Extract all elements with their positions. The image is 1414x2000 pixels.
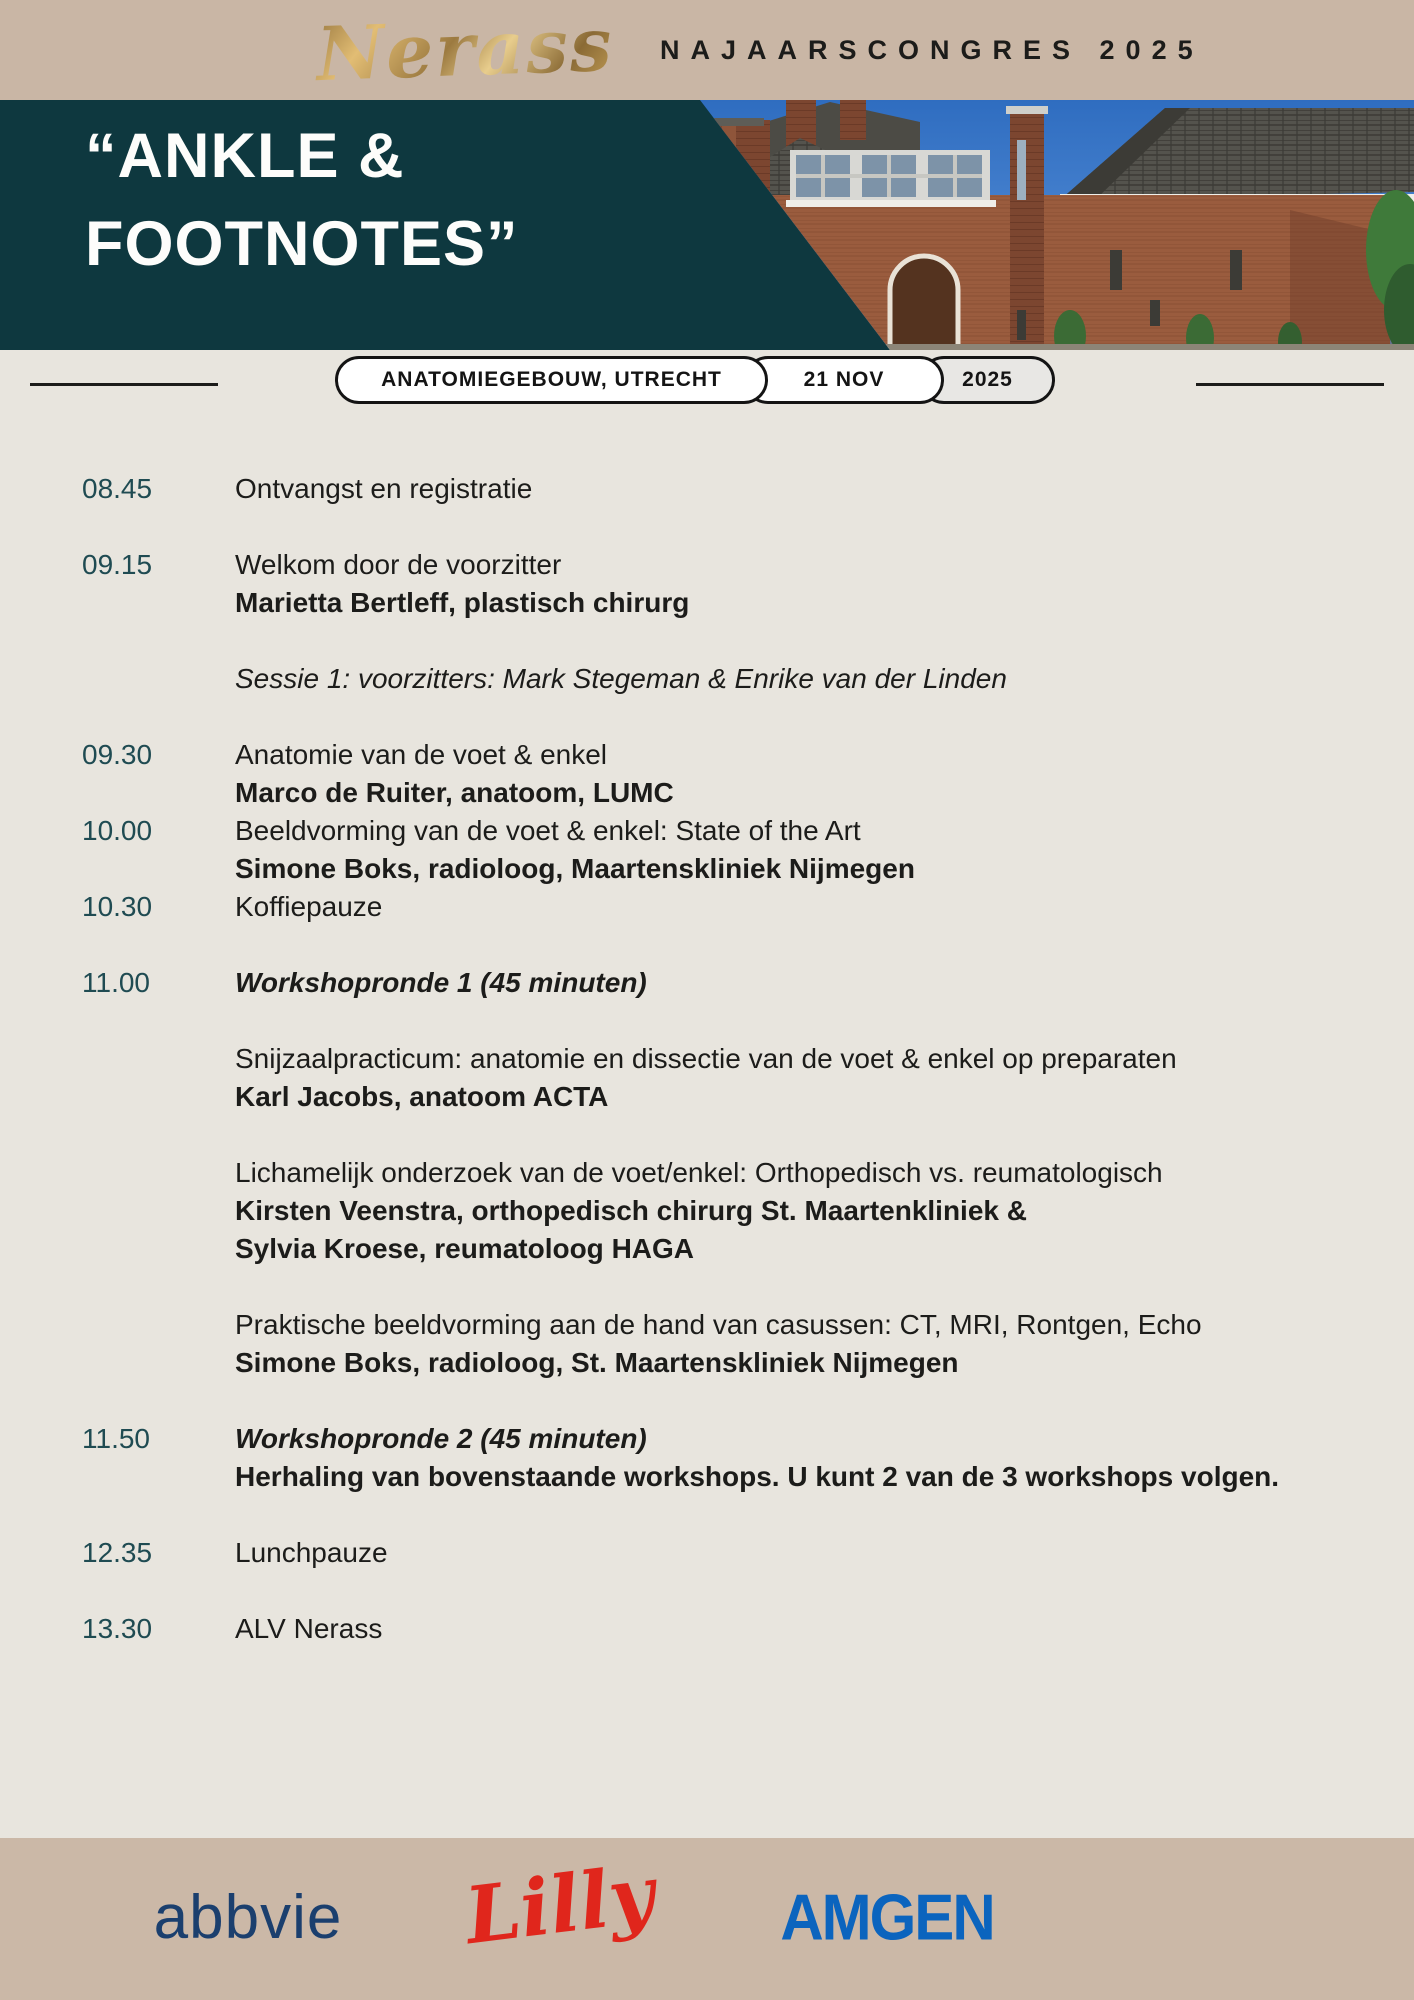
schedule-item: ALV Nerass <box>235 1613 383 1644</box>
schedule-time: 11.50 <box>82 1423 150 1454</box>
schedule-block <box>82 1040 1362 1116</box>
schedule-block <box>82 660 1362 698</box>
date-badge: 21 NOV <box>744 356 944 404</box>
schedule-speaker: Simone Boks, radioloog, Maartenskliniek Nijmegen <box>235 853 915 884</box>
schedule-block <box>82 736 1362 812</box>
schedule-time <box>82 1040 235 1116</box>
schedule <box>82 470 1362 1648</box>
schedule-item: Anatomie van de voet & enkel <box>235 739 608 770</box>
schedule-item: Koffiepauze <box>235 891 383 922</box>
event-title-line2: FOOTNOTES” <box>85 209 519 279</box>
schedule-time <box>82 1154 235 1268</box>
schedule-time: 10.00 <box>82 815 153 846</box>
schedule-block <box>82 812 1362 888</box>
schedule-item: Lunchpauze <box>235 1537 388 1568</box>
schedule-time: 12.35 <box>82 1537 153 1568</box>
schedule-item: Ontvangst en registratie <box>235 473 533 504</box>
abbvie-logo: abbvie <box>153 1883 343 1952</box>
schedule-time: 09.15 <box>82 549 153 580</box>
left-divider-line <box>30 383 218 386</box>
workshop-speaker: Sylvia Kroese, reumatoloog HAGA <box>235 1233 695 1264</box>
schedule-block <box>82 1534 1362 1572</box>
nerass-logo: Nerass <box>308 0 621 103</box>
schedule-block <box>82 546 1362 622</box>
schedule-item: Beeldvorming van de voet & enkel: State of the Art <box>235 815 861 846</box>
workshop-item: Snijzaalpracticum: anatomie en dissectie van de voet & enkel op preparaten <box>235 1043 1177 1074</box>
schedule-block <box>82 888 1362 926</box>
congress-title: NAJAARSCONGRES 2025 <box>660 35 1204 65</box>
lilly-logo: Lilly <box>460 1848 660 1963</box>
workshop-item: Lichamelijk onderzoek van de voet/enkel: Orthopedisch vs. reumatologisch <box>235 1157 1163 1188</box>
schedule-block <box>82 1306 1362 1382</box>
workshop-speaker: Kirsten Veenstra, orthopedisch chirurg St. Maartenkliniek & <box>235 1195 1027 1226</box>
year-badge: 2025 <box>920 356 1055 404</box>
workshop-round-title: Workshopronde 2 (45 minuten) <box>235 1423 647 1454</box>
sponsor-footer <box>0 1838 1414 2000</box>
schedule-time: 13.30 <box>82 1613 153 1644</box>
location-badge: ANATOMIEGEBOUW, UTRECHT <box>335 356 768 404</box>
schedule-block <box>82 470 1362 508</box>
schedule-time: 09.30 <box>82 739 153 770</box>
schedule-block <box>82 1610 1362 1648</box>
event-title-line1: “ANKLE & <box>85 121 405 191</box>
amgen-logo: AMGEN <box>780 1881 994 1954</box>
workshop-note: Herhaling van bovenstaande workshops. U kunt 2 van de 3 workshops volgen. <box>235 1461 1280 1492</box>
schedule-time: 08.45 <box>82 473 153 504</box>
workshop-item: Praktische beeldvorming aan de hand van casussen: CT, MRI, Rontgen, Echo <box>235 1309 1202 1340</box>
workshop-speaker: Simone Boks, radioloog, St. Maartenskliniek Nijmegen <box>235 1347 959 1378</box>
schedule-block <box>82 1420 1362 1496</box>
event-title <box>85 112 519 288</box>
workshop-round-title: Workshopronde 1 (45 minuten) <box>235 967 647 998</box>
event-info-badge <box>335 356 1055 404</box>
schedule-item: Welkom door de voorzitter <box>235 549 562 580</box>
workshop-speaker: Karl Jacobs, anatoom ACTA <box>235 1081 609 1112</box>
schedule-time: 11.00 <box>82 967 150 998</box>
schedule-speaker: Marco de Ruiter, anatoom, LUMC <box>235 777 674 808</box>
building-photo-illustration <box>590 100 1414 350</box>
banner <box>0 100 1414 350</box>
schedule-time <box>82 660 235 698</box>
top-bar <box>0 0 1414 100</box>
schedule-time <box>82 1306 235 1382</box>
building-photo <box>590 100 1414 350</box>
session-header: Sessie 1: voorzitters: Mark Stegeman & Enrike van der Linden <box>235 663 1007 694</box>
right-divider-line <box>1196 383 1384 386</box>
schedule-block <box>82 1154 1362 1268</box>
schedule-block <box>82 964 1362 1002</box>
schedule-speaker: Marietta Bertleff, plastisch chirurg <box>235 587 690 618</box>
schedule-time: 10.30 <box>82 891 153 922</box>
